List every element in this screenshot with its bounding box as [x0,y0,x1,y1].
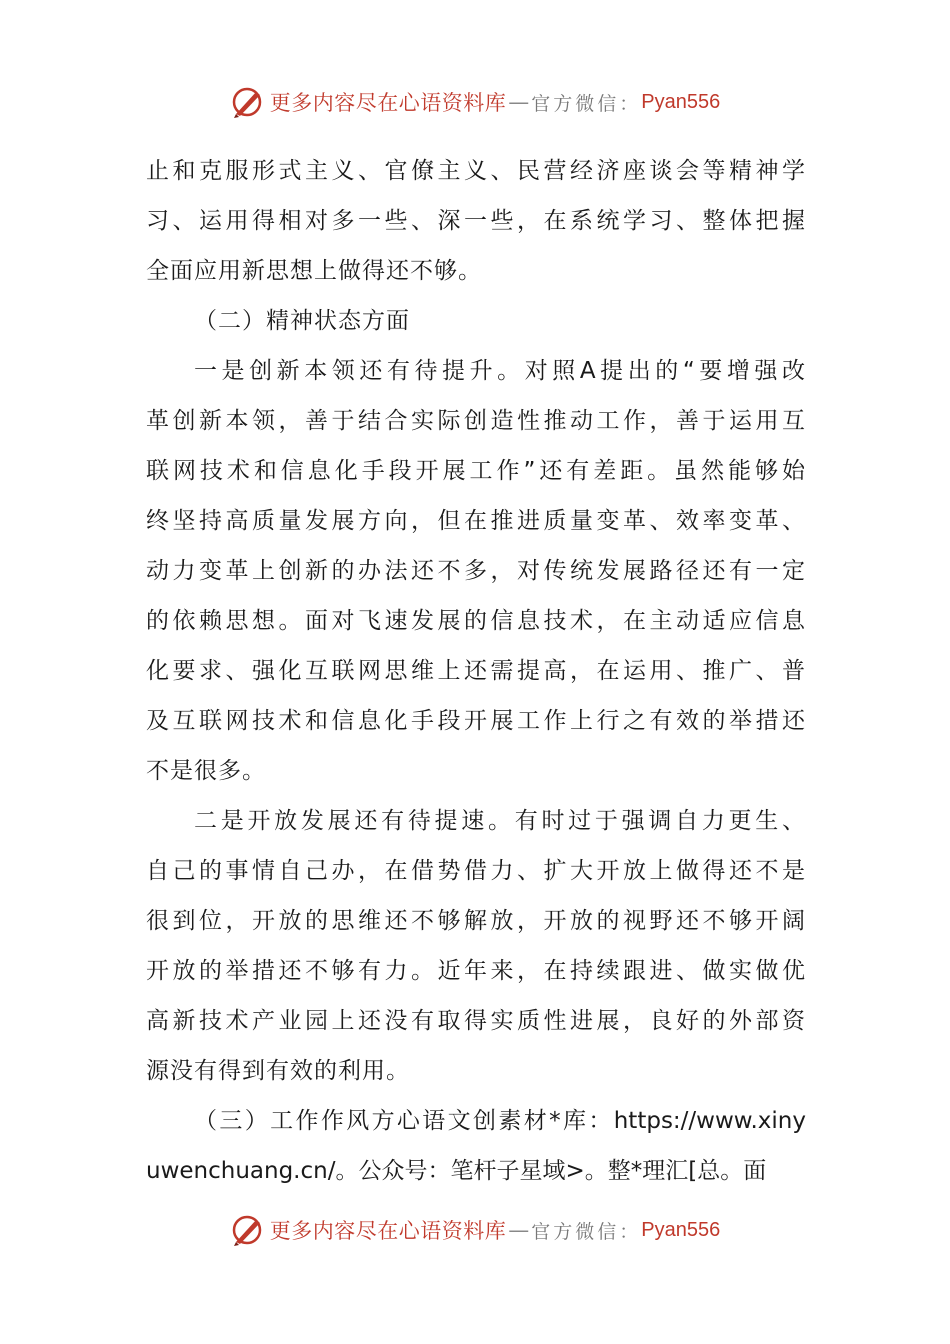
section-heading: （二）精神状态方面 [194,308,410,334]
pen-logo-icon [230,84,266,120]
text-line: 不是很多。 [146,758,266,784]
text-line: 一是创新本领还有待提升。对照A提出的“要增强改 [194,358,806,384]
text-line: 习、运用得相对多一些、深一些，在系统学习、整体把握 [146,208,806,234]
text-line: uwenchuang.cn/。公众号：笔杆子星域>。整*理汇[总。面 [146,1158,767,1184]
text-line: 二是开放发展还有待提速。有时过于强调自力更生、 [194,808,806,834]
section-heading: （三）工作作风方心语文创素材*库：https://www.xiny [194,1108,806,1134]
text-line: 终坚持高质量发展方向，但在推进质量变革、效率变革、 [146,508,806,534]
text-line: 很到位，开放的思维还不够解放，开放的视野还不够开阔 [146,908,806,934]
text-line: 止和克服形式主义、官僚主义、民营经济座谈会等精神学 [146,158,806,184]
wechat-id: Pyan556 [641,90,721,113]
wechat-id: Pyan556 [641,1218,721,1241]
footer-watermark-banner [0,1210,950,1250]
separator: — [508,90,530,114]
document-body [146,146,806,1196]
text-line: 源没有得到有效的利用。 [146,1058,410,1084]
separator: — [508,1218,530,1242]
official-label: 官方微信： [531,92,642,115]
text-line: 及互联网技术和信息化手段开展工作上行之有效的举措还 [146,708,806,734]
text-line: 全面应用新思想上做得还不够。 [146,258,482,284]
text-line: 联网技术和信息化手段开展工作”还有差距。虽然能够始 [146,458,806,484]
text-line: 化要求、强化互联网思维上还需提高，在运用、推广、普 [146,658,806,684]
text-line: 动力变革上创新的办法还不多，对传统发展路径还有一定 [146,558,806,584]
official-label: 官方微信： [531,1220,642,1243]
text-line: 开放的举措还不够有力。近年来，在持续跟进、做实做优 [146,958,806,984]
text-line: 高新技术产业园上还没有取得实质性进展，良好的外部资 [146,1008,806,1034]
text-line: 的依赖思想。面对飞速发展的信息技术，在主动适应信息 [146,608,806,634]
text-line: 自己的事情自己办，在借势借力、扩大开放上做得还不是 [146,858,806,884]
header-watermark-banner [0,82,950,122]
brand-text: 更多内容尽在心语资料库 [269,91,507,115]
brand-text: 更多内容尽在心语资料库 [269,1219,507,1243]
text-line: 革创新本领，善于结合实际创造性推动工作，善于运用互 [146,408,806,434]
pen-logo-icon [230,1212,266,1248]
